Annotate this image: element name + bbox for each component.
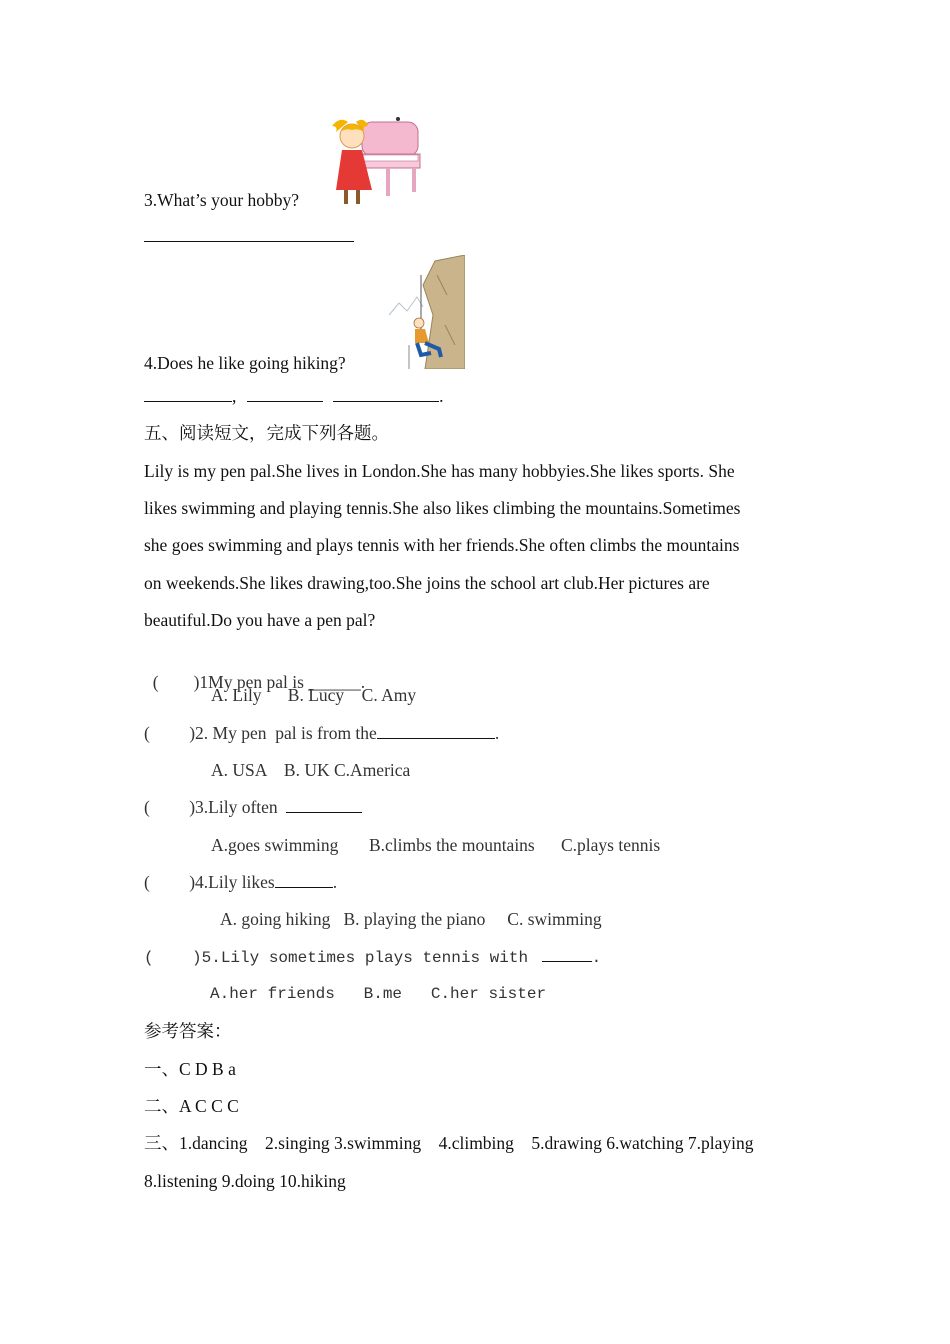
question-tail: . bbox=[332, 872, 338, 892]
question-stem: ( )1My pen pal is ______. bbox=[152, 672, 366, 692]
passage-line: on weekends.She likes drawing,too.She joins the school art club.Her pictures are bbox=[144, 573, 710, 593]
question-5-2-options: A. USA B. UK C.America bbox=[211, 760, 411, 780]
boy-climbing-illustration bbox=[385, 255, 465, 369]
answer-blank-q4-2[interactable] bbox=[247, 385, 323, 402]
question-tail: . bbox=[494, 723, 500, 743]
passage-line: Lily is my pen pal.She lives in London.She has many hobbyies.She likes sports. She bbox=[144, 461, 735, 481]
question-stem: ( )4.Lily likes bbox=[144, 872, 275, 892]
answer-line-q3[interactable] bbox=[144, 241, 354, 242]
answer-blank[interactable] bbox=[275, 871, 333, 888]
answer-lines-q4 bbox=[144, 384, 444, 408]
answers-line: 8.listening 9.doing 10.hiking bbox=[144, 1171, 346, 1191]
q4-comma: , bbox=[232, 386, 237, 406]
answers-line: 二、A C C C bbox=[144, 1096, 239, 1116]
question-5-5 bbox=[144, 945, 601, 970]
question-4 bbox=[144, 351, 346, 375]
answer-blank-q4-1[interactable] bbox=[144, 385, 232, 402]
answer-blank[interactable] bbox=[377, 722, 495, 739]
answers-heading: 参考答案： bbox=[144, 1021, 232, 1041]
question-5-4-options: A. going hiking B. playing the piano C. swimming bbox=[220, 909, 602, 929]
passage-line: she goes swimming and plays tennis with her friends.She often climbs the mountains bbox=[144, 535, 740, 555]
question-stem: ( )2. My pen pal is from the bbox=[144, 723, 377, 743]
question-3 bbox=[144, 188, 299, 212]
answers-line: 一、C D B a bbox=[144, 1059, 236, 1079]
section-5-heading: 五、阅读短文，完成下列各题。 bbox=[144, 423, 389, 443]
question-3-text: 3.What’s your hobby? bbox=[144, 190, 300, 210]
question-5-3 bbox=[144, 795, 362, 819]
question-5-1-options: A. Lily B. Lucy C. Amy bbox=[211, 685, 417, 705]
question-5-5-options: A.her friends B.me C.her sister bbox=[210, 985, 547, 1003]
answer-blank[interactable] bbox=[286, 796, 362, 813]
q4-period: . bbox=[439, 386, 444, 406]
question-stem: ( )3.Lily often bbox=[144, 797, 283, 817]
answers-line: 三、1.dancing 2.singing 3.swimming 4.climbing 5.drawing 6.watching 7.playing bbox=[144, 1133, 754, 1153]
girl-playing-piano-illustration bbox=[328, 114, 422, 208]
question-tail: . bbox=[591, 949, 602, 967]
answer-blank-q4-3[interactable] bbox=[333, 385, 439, 402]
question-5-2 bbox=[144, 721, 499, 745]
passage-line: beautiful.Do you have a pen pal? bbox=[144, 610, 376, 630]
question-4-text: 4.Does he like going hiking? bbox=[144, 353, 346, 373]
question-stem: ( )5.Lily sometimes plays tennis with bbox=[144, 949, 538, 967]
question-5-4 bbox=[144, 870, 337, 894]
question-5-3-options: A.goes swimming B.climbs the mountains C.plays tennis bbox=[211, 835, 661, 855]
answer-blank[interactable] bbox=[542, 945, 592, 962]
passage-line: likes swimming and playing tennis.She also likes climbing the mountains.Sometimes bbox=[144, 498, 741, 518]
